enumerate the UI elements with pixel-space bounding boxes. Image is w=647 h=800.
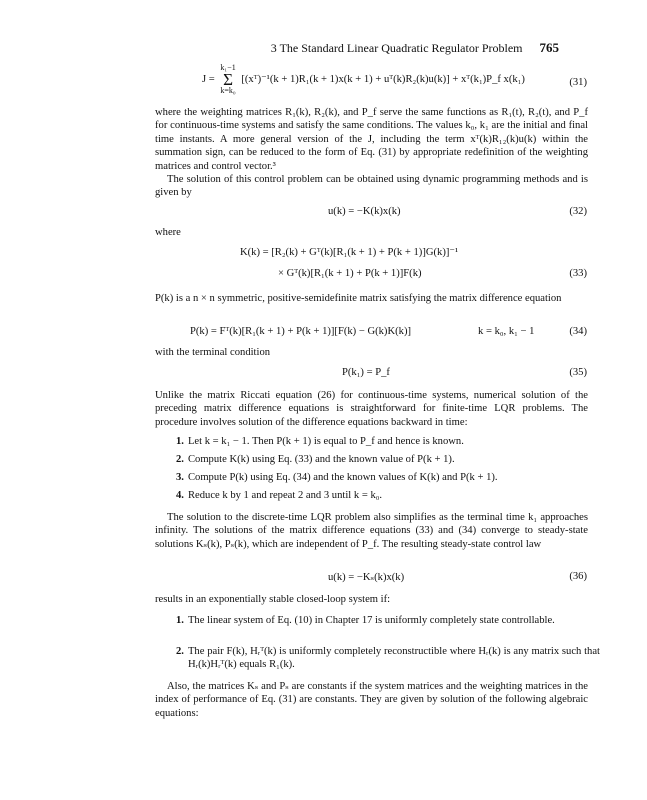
paragraph-algebraic-equations: Also, the matrices Kₛ and Pₛ are constants if the system matrices and the weighting matrices in the index of performance of Eq. (31) are constants. They are given by solution of the following algebraic equations:	[155, 681, 588, 719]
equation-number-34: (34)	[569, 326, 587, 337]
equation-number-35: (35)	[569, 367, 587, 378]
equation-34: P(k) = Fᵀ(k)[R₁(k + 1) + P(k + 1)][F(k) − G(k)K(k)]	[190, 326, 411, 337]
equation-number-36: (36)	[569, 571, 587, 582]
equation-number-31: (31)	[569, 77, 587, 88]
paragraph-stability: results in an exponentially stable closed-loop system if:	[155, 594, 391, 605]
page-number: 765	[539, 40, 559, 55]
stability-condition-2: 2. The pair F(k), Hᵣᵀ(k) is uniformly completely reconstructible where Hᵣ(k) is any matrix such that Hᵣ(k)Hᵣᵀ(k) equals R₁(k).	[176, 646, 600, 671]
equation-31	[202, 64, 525, 95]
equation-36: u(k) = −Kₛ(k)x(k)	[328, 572, 405, 583]
procedure-step-3: 3. Compute P(k) using Eq. (34) and the known values of K(k) and P(k + 1).	[176, 472, 498, 483]
equation-number-33: (33)	[569, 268, 587, 279]
equation-33-line1: K(k) = [R₂(k) + Gᵀ(k)[R₁(k + 1) + P(k + 1)]G(k)]⁻¹	[240, 247, 459, 258]
sum-upper-limit: k₁−1	[220, 63, 236, 72]
paragraph-procedure: Unlike the matrix Riccati equation (26) for continuous-time systems, numerical solution of the preceding matrix difference equations is straightforward for finite-time LQR problems. The procedure involves solution of the difference equations backward in time:	[155, 390, 588, 428]
equation-number-32: (32)	[569, 206, 587, 217]
eq31-lhs: J =	[202, 73, 215, 85]
stability-condition-1: 1. The linear system of Eq. (10) in Chapter 17 is uniformly completely state controllable.	[176, 615, 555, 626]
sum-lower-limit: k=k₀	[220, 86, 236, 95]
procedure-step-1: 1. Let k = k₁ − 1. Then P(k + 1) is equal to P_f and hence is known.	[176, 436, 464, 447]
where-label: where	[155, 227, 181, 238]
paragraph-steady-state: The solution to the discrete-time LQR problem also simplifies as the terminal time k₁ approaches infinity. The solutions of the matrix difference equations (33) and (34) converge to steady-state solutions Kₛ(k), Pₛ(k), which are independent of P_f. The resulting steady-state control law	[155, 512, 588, 550]
equation-32: u(k) = −K(k)x(k)	[328, 206, 401, 217]
procedure-step-2: 2. Compute K(k) using Eq. (33) and the known value of P(k + 1).	[176, 454, 455, 465]
equation-33-line2: × Gᵀ(k)[R₁(k + 1) + P(k + 1)]F(k)	[278, 268, 422, 279]
eq31-body: [(xᵀ)⁻¹(k + 1)R₁(k + 1)x(k + 1) + uᵀ(k)R₂(k)u(k)] + xᵀ(k₁)P_f x(k₁)	[241, 73, 525, 85]
paragraph-terminal-condition: with the terminal condition	[155, 347, 271, 358]
running-header	[271, 40, 559, 56]
equation-35: P(k₁) = P_f	[342, 367, 390, 378]
procedure-step-4: 4. Reduce k by 1 and repeat 2 and 3 until k = k₀.	[176, 490, 383, 501]
paragraph-weighting-matrices: where the weighting matrices R₁(k), R₂(k), and P_f serve the same functions as R₁(t), R₂(t), and P_f for continuous-time systems and satisfy the same conditions. The values k₀, k₁ are the initial and final time instants. A more general version of the J, including the term xᵀ(k)R₁₂(k)u(k) within the summation sign, can be reduced to the form of Eq. (31) by appropriate redefinition of the weighting matrices and control vector.³	[155, 107, 588, 172]
equation-34-condition: k = k₀, k₁ − 1	[478, 326, 535, 337]
paragraph-dynamic-programming: The solution of this control problem can be obtained using dynamic programming methods and is given by	[155, 174, 588, 199]
sigma-icon: Σ	[223, 70, 234, 89]
summation-sign	[220, 64, 235, 95]
paragraph-p-matrix: P(k) is a n × n symmetric, positive-semidefinite matrix satisfying the matrix difference equation	[155, 293, 562, 304]
chapter-section-title: 3 The Standard Linear Quadratic Regulator Problem	[270, 41, 523, 55]
